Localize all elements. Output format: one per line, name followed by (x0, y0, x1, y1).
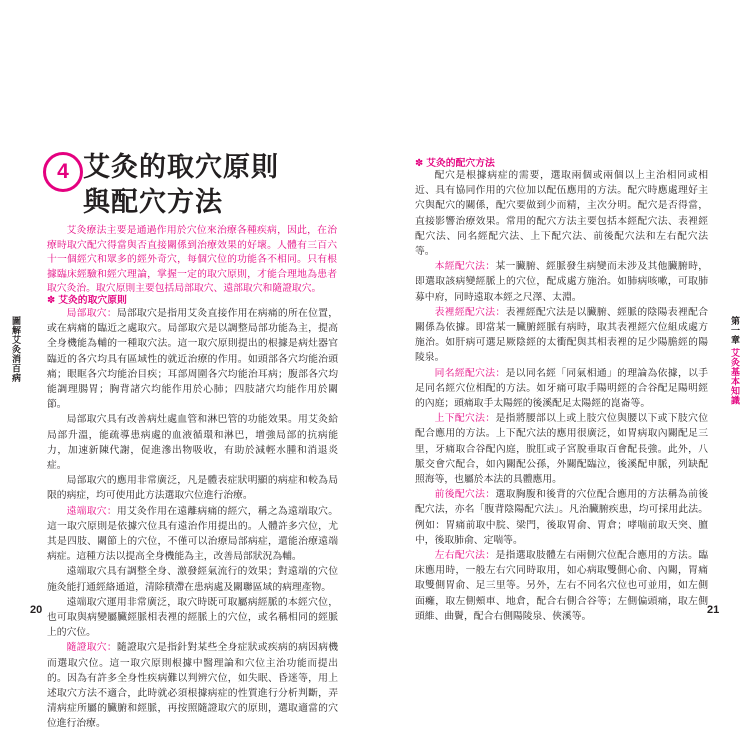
paragraph (47, 412, 338, 473)
paragraph-heading: 局部取穴： (66, 308, 117, 319)
paragraph (47, 473, 338, 503)
flower-bullet-icon: ✽ (415, 158, 424, 169)
chapter-title: 艾灸基本知識 (729, 348, 739, 406)
paragraph-heading: 隨證取穴： (66, 642, 117, 654)
paragraph-text: 表裡經配穴法是以臟腑、經脈的陰陽表裡配合關係為依據。即當某一臟腑經脈有病時，取其表裡經穴位組成處方施治。如肝病可選足厥陰經的太衝配與其相表裡的足少陽膽經的陽陵泉。 (415, 306, 709, 364)
right-body-text (415, 168, 708, 624)
paragraph (415, 259, 708, 305)
paragraph-text: 遠端取穴運用非常廣泛，取穴時既可取屬病經脈的本經穴位，也可取與病變屬臟經脈相表裡的經脈上的穴位，或名稱相同的經脈上的穴位。 (47, 596, 338, 639)
paragraph-heading: 遠端取穴： (66, 505, 117, 517)
section-title-text: 艾灸的配穴方法 (426, 158, 495, 169)
paragraph (415, 305, 708, 366)
paragraph-text: 局部取穴是指用艾灸直接作用在病痛的所在位置，或在病痛的臨近之處取穴。局部取穴是以調整局部功能為主，提高全身機能為輔的一種取穴法。這一取穴原則提出的根據是病灶器官臨近的各穴均具有區域性的就近治療的作用。如頭部各穴均能治頭痛；眼眶各穴均能治目疾；耳部周圍各穴均能治耳病；腹部各穴均能調理腸胃；胸背諸穴均能作用於心肺；四肢諸穴均能作用於關節。 (47, 308, 339, 411)
paragraph-text: 局部取穴的應用非常廣泛，凡是體表症狀明顯的病症和較為局限的病症，均可使用此方法選取穴位進行治療。 (47, 475, 338, 502)
paragraph (415, 411, 708, 487)
section-heading-right (415, 155, 495, 169)
paragraph-heading: 同名經配穴法： (434, 367, 506, 379)
paragraph (415, 487, 708, 548)
page-number-left: 20 (30, 604, 43, 616)
paragraph-text: 局部取穴具有改善病灶處血管和淋巴管的功能效果。用艾灸給局部升溫，能疏導患病處的血液循環和淋巴，增強局部的抗病能力，加速新陳代謝，促進滲出物吸收，有助於減輕水腫和消退炎症。 (47, 414, 338, 472)
paragraph (47, 504, 338, 565)
paragraph-heading: 上下配穴法： (434, 413, 496, 425)
section-heading-left (47, 292, 127, 306)
paragraph (47, 640, 338, 731)
section-title-text: 艾灸的取穴原則 (58, 295, 127, 306)
chapter-number-badge: 4 (43, 152, 83, 192)
paragraph-heading: 本經配穴法： (434, 261, 496, 273)
paragraph (47, 595, 338, 641)
paragraph-text: 是指將腰部以上或上肢穴位與腰以下或下肢穴位配合應用的方法。上下配穴法的應用很廣泛，如胃病取內關配足三里，牙痛取合谷配內庭，脫肛或子宮脫垂取百會配長強。此外，八脈交會穴配合，如內關配公孫，外關配臨泣，後溪配申脈，列缺配照海等，也屬於本法的具體應用。 (415, 413, 709, 486)
intro-text: 艾灸療法主要是通過作用於穴位來治療各種疾病，因此，在治療時取穴配穴得當與否直接關係到治療效果的好壞。人體有三百六十一個經穴和眾多的經外奇穴，每個穴位的功能各不相同。只有根據臨床經驗和經穴理論，掌握一定的取穴原則，才能合理地為患者取穴灸治。取穴原則主要包括局部取穴、遠部取穴和隨證取穴。 (47, 225, 337, 295)
chapter-label: 第一章 (729, 316, 739, 345)
paragraph-text: 配穴是根據病症的需要，選取兩個或兩個以上主治相同或相近、具有協同作用的穴位加以配伍應用的方法。配穴時應處理好主穴與配穴的關係，配穴要做到少而精，主次分明。配穴是否得當，直接影響治療效果。常用的配穴方法主要包括本經配穴法、表裡經配穴法、同名經配穴法、上下配穴法、前後配穴法和左右配穴法等。 (415, 170, 708, 258)
book-title-side-label: 圖解艾灸消百病 (10, 316, 20, 383)
left-body-text (47, 306, 338, 732)
paragraph-text: 是以同名經「同氣相通」的理論為依據，以手足同名經穴位相配的方法。如牙痛可取手陽明經的合谷配足陽明經的內庭；頭痛取手太陽經的後溪配足太陽經的崑崙等。 (415, 367, 709, 410)
paragraph-text: 遠端取穴具有調整全身、激發經氣流行的效果；對遠端的穴位施灸能打通經絡通道，清除積滯在患病處及關聯區域的病理產物。 (47, 566, 338, 593)
intro-paragraph (47, 224, 337, 297)
paragraph (47, 306, 338, 412)
page-title (83, 150, 279, 220)
title-line-2: 與配穴方法 (83, 187, 223, 218)
paragraph (415, 168, 708, 259)
paragraph-text: 用艾灸作用在遠離病痛的經穴，稱之為遠端取穴。這一取穴原則是依據穴位具有遠治作用提出的。人體許多穴位，尤其是四肢、關節上的穴位，不僅可以治療局部病症，還能治療遠端病症。這種方法以提高全身機能為主，改善局部狀況為輔。 (47, 505, 339, 563)
paragraph (415, 548, 708, 624)
paragraph-heading: 左右配穴法： (434, 550, 496, 562)
chapter-side-label (728, 316, 741, 405)
paragraph-heading: 前後配穴法： (434, 489, 496, 501)
paragraph-heading: 表裡經配穴法： (434, 306, 506, 318)
paragraph-text: 某一臟腑、經脈發生病變而未涉及其他臟腑時，即選取該病變經脈上的穴位，配成處方施治。如肺病咳嗽，可取肺募中府，同時遠取本經之尺澤、太淵。 (415, 261, 709, 303)
title-line-1: 艾灸的取穴原則 (83, 152, 279, 183)
flower-bullet-icon: ✽ (47, 295, 56, 306)
page-number-right: 21 (707, 604, 720, 616)
paragraph-text: 隨證取穴是指針對某些全身症狀或疾病的病因病機而選取穴位。這一取穴原則根據中醫理論和穴位主治功能而提出的。因為有許多全身性疾病難以判辨穴位，如失眠、昏迷等，用上述取穴方法不適合，此時就必須根據病症的性質進行分析判斷，弄清病症所屬的臟腑和經脈，再按照隨證取穴的原則，選取適當的穴位進行治療。 (47, 642, 339, 730)
paragraph-text: 選取胸腹和後背的穴位配合應用的方法稱為前後配穴法，亦名「腹背陰陽配穴法」。凡治臟腑疾患，均可採用此法。例如：胃痛前取中脘、梁門，後取胃俞、胃倉；哮喘前取天突、膻中，後取肺俞、定喘等。 (415, 489, 709, 546)
paragraph (415, 366, 708, 412)
paragraph-text: 是指選取肢體左右兩側穴位配合應用的方法。臨床應用時，一般左右穴同時取用，如心病取雙側心俞、內關，胃痛取雙側胃俞、足三里等。另外，左右不同名穴位也可並用，如左側面癱，取左側頰車、地倉，配合右側合谷等；左側偏頭痛，取左側頭維、曲鬢，配合右側陽陵泉、俠溪等。 (415, 550, 709, 622)
paragraph (47, 564, 338, 594)
